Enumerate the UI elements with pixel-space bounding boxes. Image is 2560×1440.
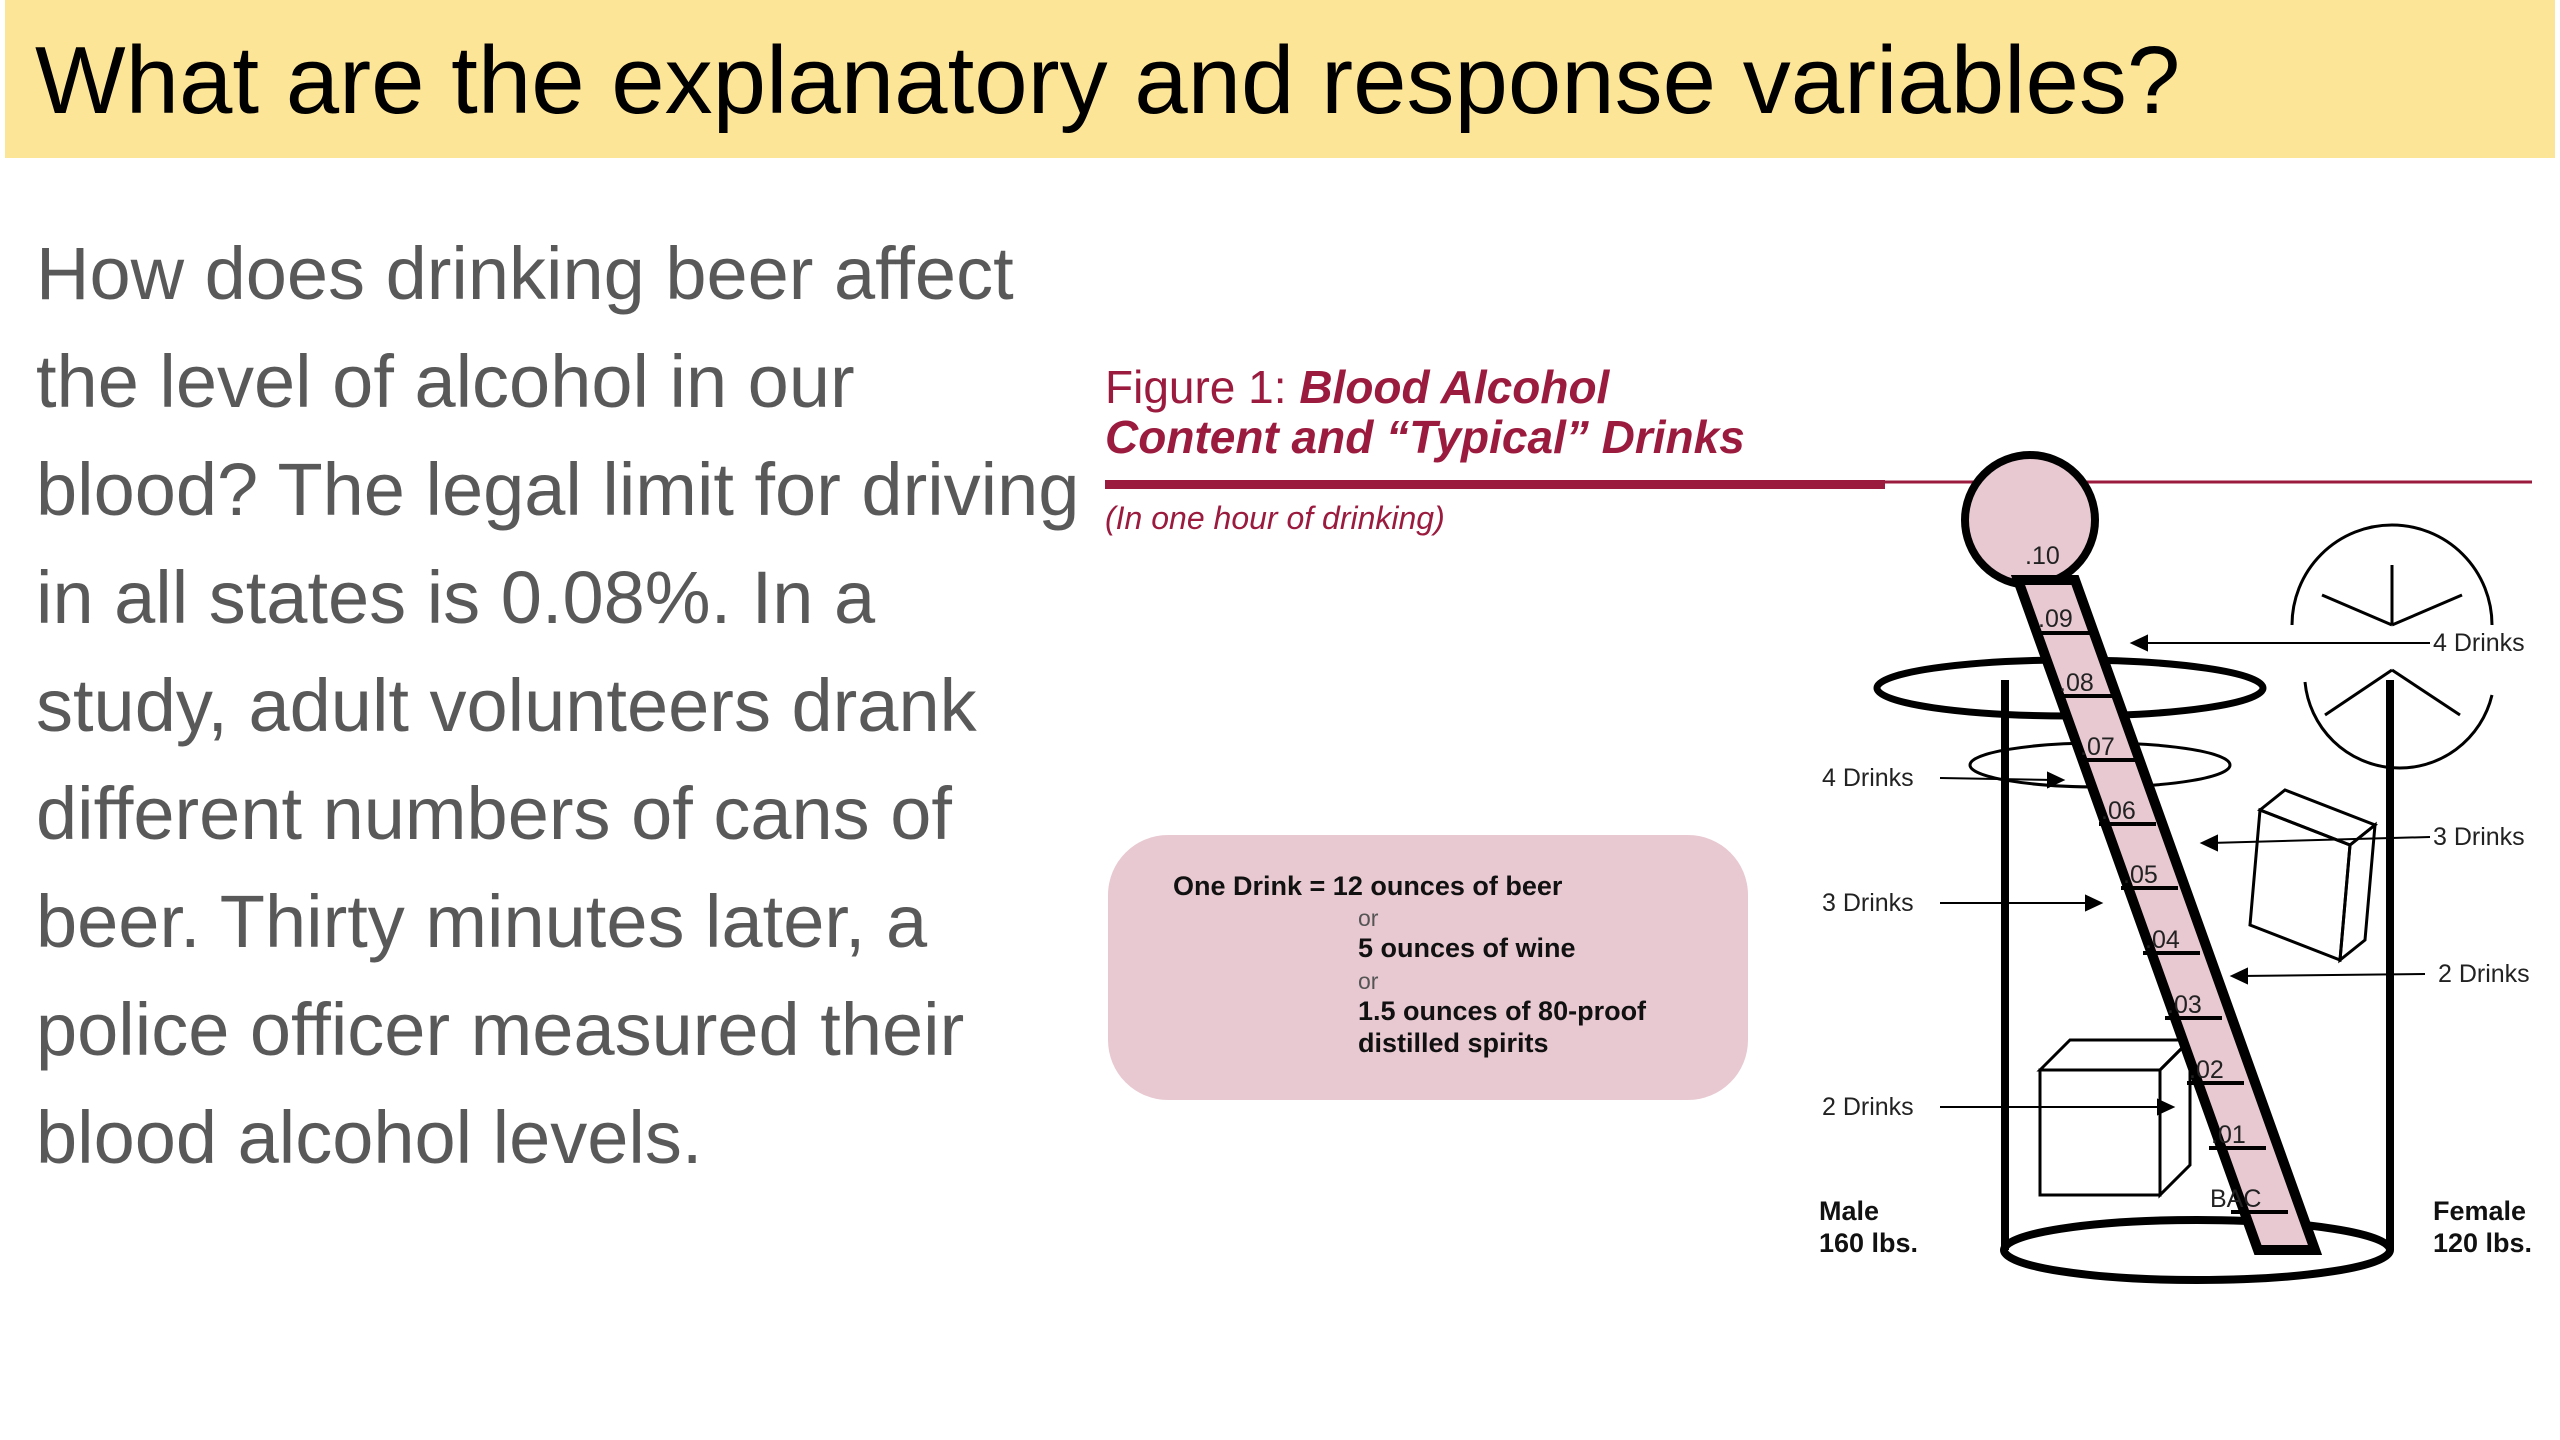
male-2-drinks-label: 2 Drinks (1822, 1093, 1914, 1121)
male-weight-label: Male 160 lbs. (1819, 1196, 1919, 1258)
drink-def-spirits: 1.5 ounces of 80-proof (1358, 996, 1647, 1026)
figure-number: Figure 1: (1105, 361, 1300, 413)
caption-rule-thick (1105, 480, 1885, 489)
ice-cube-icon (2040, 1040, 2190, 1195)
drink-def-wine: 5 ounces of wine (1358, 933, 1576, 963)
bac-tick-label: .08 (2059, 669, 2094, 697)
male-4-drinks-label: 4 Drinks (1822, 764, 1914, 792)
female-2-drinks-label: 2 Drinks (2438, 960, 2530, 988)
bac-tick-label: .10 (2025, 542, 2060, 570)
bac-axis-label: BAC (2210, 1185, 2262, 1213)
slide-title-bar (5, 0, 2555, 158)
female-3-drinks-label: 3 Drinks (2433, 823, 2525, 851)
female-4-drinks-label: 4 Drinks (2433, 629, 2525, 657)
bac-illustration (1100, 350, 2560, 1310)
bac-tick-label: .02 (2189, 1056, 2224, 1084)
male-3-drinks-label: 3 Drinks (1822, 889, 1914, 917)
female-weight-label: Female 120 lbs. (2433, 1196, 2533, 1258)
bac-tick-label: .04 (2145, 926, 2180, 954)
slide-title: What are the explanatory and response variables? (35, 27, 2181, 134)
bac-tick-label: .07 (2080, 733, 2115, 761)
bac-tick-label: .09 (2038, 605, 2073, 633)
figure-title-line1: Blood Alcohol (1299, 361, 1610, 413)
slide-body-text: How does drinking beer affect the level of alcohol in our blood? The legal limit for driving in all states is 0.08%. In a study, adult volunteers drank different numbers of cans of beer. Thirty minutes later, a police officer measured their blood alcohol levels. (36, 232, 1080, 1179)
thermometer-icon (1965, 455, 2315, 1250)
drink-def-beer: One Drink = 12 ounces of beer (1173, 871, 1563, 901)
figure-caption (1105, 362, 1745, 462)
bac-figure (1100, 350, 2560, 1310)
bac-tick-label: .06 (2101, 797, 2136, 825)
bac-tick-label: .01 (2211, 1121, 2246, 1149)
bac-tick-label: .03 (2167, 991, 2202, 1019)
drink-def-or: or (1358, 905, 1379, 931)
figure-subtitle: (In one hour of drinking) (1105, 500, 1445, 536)
bac-tick-label: .05 (2123, 861, 2158, 889)
figure-title-line2: Content and “Typical” Drinks (1105, 411, 1745, 463)
one-drink-box (1108, 835, 1748, 1100)
drink-def-spirits-2: distilled spirits (1358, 1028, 1549, 1058)
drink-def-or: or (1358, 968, 1379, 994)
ice-cube-icon (2250, 790, 2375, 960)
